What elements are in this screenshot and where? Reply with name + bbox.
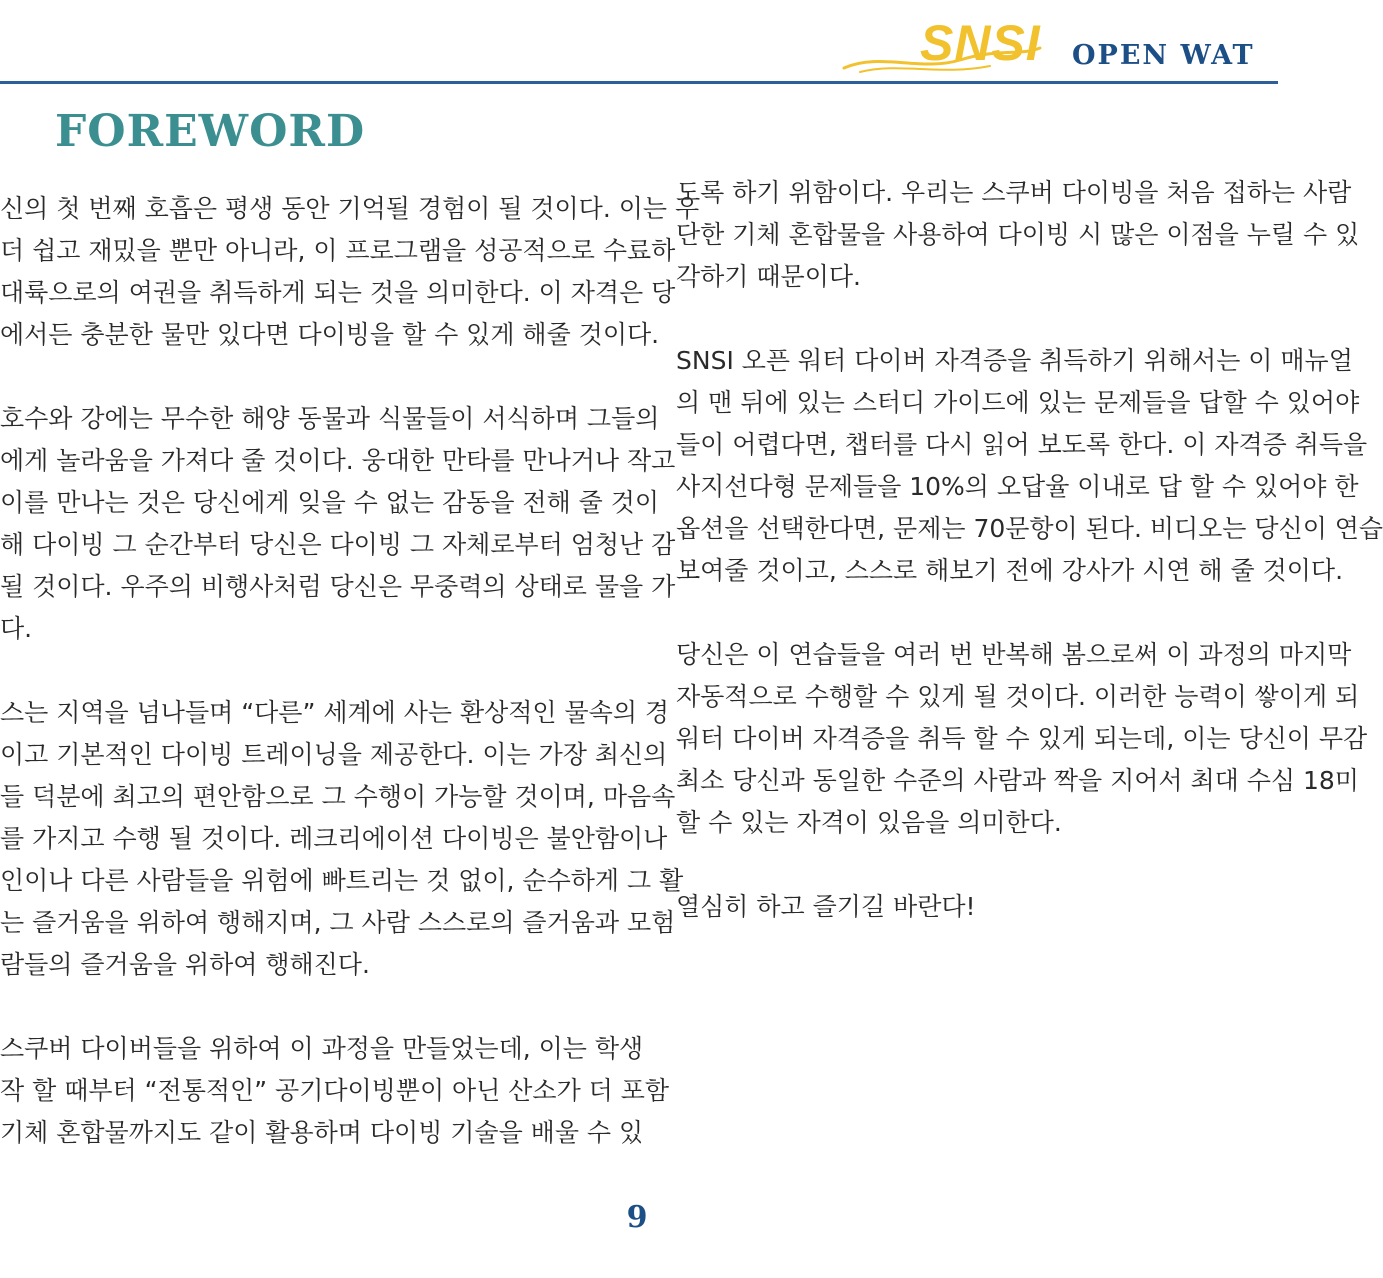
text-line: 스는 지역을 넘나들며 “다른” 세계에 사는 환상적인 물속의 경 bbox=[0, 698, 670, 727]
page-title: FOREWORD bbox=[55, 106, 366, 157]
left-text-column bbox=[0, 188, 700, 1168]
text-line: 작 할 때부터 “전통적인” 공기다이빙뿐이 아닌 산소가 더 포함 bbox=[0, 1076, 670, 1105]
text-line: 의 맨 뒤에 있는 스터디 가이드에 있는 문제들을 답할 수 있어야 bbox=[676, 388, 1360, 417]
paragraph-gap bbox=[0, 986, 598, 1028]
page-header bbox=[0, 0, 1278, 84]
text-line: SNSI 오픈 워터 다이버 자격증을 취득하기 위해서는 이 매뉴얼 bbox=[676, 346, 1353, 375]
text-line: 는 즐거움을 위하여 행해지며, 그 사람 스스로의 즐거움과 모험 bbox=[0, 908, 676, 937]
text-line: 자동적으로 수행할 수 있게 될 것이다. 이러한 능력이 쌓이게 되 bbox=[676, 682, 1360, 711]
text-line: 들이 어렵다면, 챕터를 다시 읽어 보도록 한다. 이 자격증 취득을 bbox=[676, 430, 1368, 459]
text-line: 최소 당신과 동일한 수준의 사람과 짝을 지어서 최대 수심 18미 bbox=[676, 766, 1359, 795]
text-line: 될 것이다. 우주의 비행사처럼 당신은 무중력의 상태로 물을 가 bbox=[0, 572, 676, 601]
text-line: 들 덕분에 최고의 편안함으로 그 수행이 가능할 것이며, 마음속 bbox=[0, 782, 676, 811]
text-line: 기체 혼합물까지도 같이 활용하며 다이빙 기술을 배울 수 있 bbox=[0, 1118, 644, 1147]
series-title: OPEN WAT bbox=[1072, 40, 1255, 71]
text-line: 열심히 하고 즐기길 바란다! bbox=[676, 892, 976, 921]
text-line: 스쿠버 다이버들을 위하여 이 과정을 만들었는데, 이는 학생 bbox=[0, 1034, 644, 1063]
text-line: 이고 기본적인 다이빙 트레이닝을 제공한다. 이는 가장 최신의 bbox=[0, 740, 668, 769]
text-line: 옵션을 선택한다면, 문제는 70문항이 된다. 비디오는 당신이 연습 bbox=[676, 514, 1383, 543]
snsi-logo bbox=[840, 12, 1070, 74]
text-line: 호수와 강에는 무수한 해양 동물과 식물들이 서식하며 그들의 bbox=[0, 404, 660, 433]
header-divider bbox=[0, 81, 1278, 84]
paragraph-gap bbox=[0, 650, 598, 692]
paragraph-gap bbox=[676, 592, 1278, 634]
text-line: 람들의 즐거움을 위하여 행해진다. bbox=[0, 950, 370, 979]
right-text-column bbox=[676, 172, 1383, 942]
text-line: 할 수 있는 자격이 있음을 의미한다. bbox=[676, 808, 1062, 837]
text-line: 당신은 이 연습들을 여러 번 반복해 봄으로써 이 과정의 마지막 bbox=[676, 640, 1352, 669]
text-line: 해 다이빙 그 순간부터 당신은 다이빙 그 자체로부터 엄청난 감 bbox=[0, 530, 676, 559]
text-line: 대륙으로의 여권을 취득하게 되는 것을 의미한다. 이 자격은 당 bbox=[0, 278, 676, 307]
page-number: 9 bbox=[626, 1200, 648, 1235]
text-line: 신의 첫 번째 호흡은 평생 동안 기억될 경험이 될 것이다. 이는 우 bbox=[0, 194, 700, 223]
text-line: 에게 놀라움을 가져다 줄 것이다. 웅대한 만타를 만나거나 작고 bbox=[0, 446, 676, 475]
snsi-logo-text: SNSI bbox=[920, 15, 1041, 71]
paragraph-gap bbox=[676, 844, 1278, 886]
text-line: 를 가지고 수행 될 것이다. 레크리에이션 다이빙은 불안함이나 bbox=[0, 824, 668, 853]
text-line: 단한 기체 혼합물을 사용하여 다이빙 시 많은 이점을 누릴 수 있 bbox=[676, 220, 1360, 249]
text-line: 워터 다이버 자격증을 취득 할 수 있게 되는데, 이는 당신이 무감 bbox=[676, 724, 1368, 753]
text-line: 인이나 다른 사람들을 위험에 빠트리는 것 없이, 순수하게 그 활 bbox=[0, 866, 684, 895]
text-line: 각하기 때문이다. bbox=[676, 262, 861, 291]
text-line: 보여줄 것이고, 스스로 해보기 전에 강사가 시연 해 줄 것이다. bbox=[676, 556, 1344, 585]
text-line: 다. bbox=[0, 614, 33, 643]
text-line: 이를 만나는 것은 당신에게 잊을 수 없는 감동을 전해 줄 것이 bbox=[0, 488, 660, 517]
text-line: 에서든 충분한 물만 있다면 다이빙을 할 수 있게 해줄 것이다. bbox=[0, 320, 660, 349]
paragraph-gap bbox=[676, 298, 1278, 340]
paragraph-gap bbox=[0, 356, 598, 398]
text-line: 사지선다형 문제들을 10%의 오답율 이내로 답 할 수 있어야 한 bbox=[676, 472, 1359, 501]
text-line: 더 쉽고 재밌을 뿐만 아니라, 이 프로그램을 성공적으로 수료하 bbox=[0, 236, 676, 265]
text-line: 도록 하기 위함이다. 우리는 스쿠버 다이빙을 처음 접하는 사람 bbox=[676, 178, 1352, 207]
